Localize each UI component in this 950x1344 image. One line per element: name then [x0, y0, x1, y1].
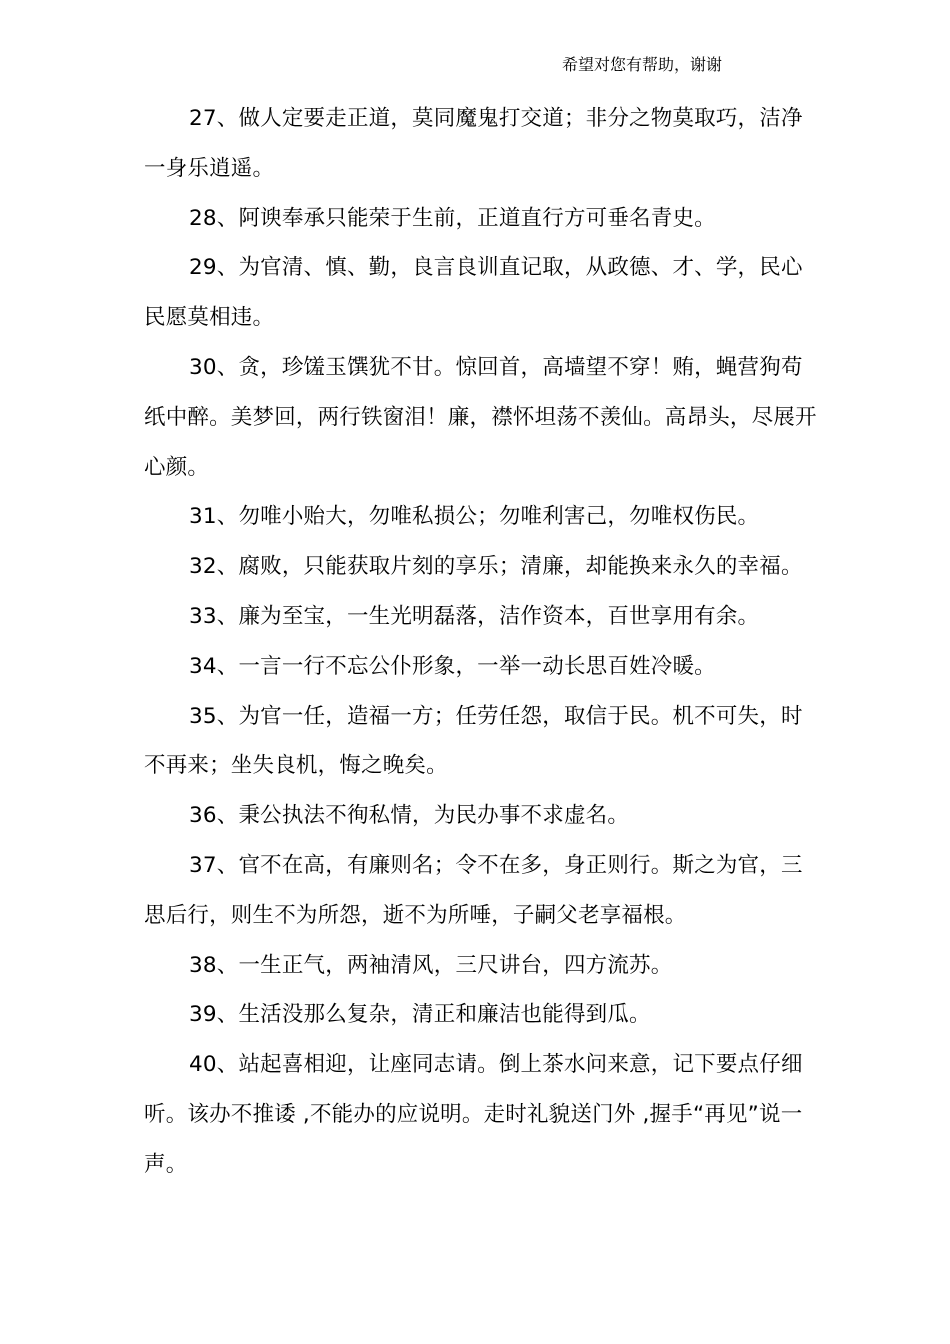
paragraph-29: 29、为官清、慎、勤，良言良训直记取，从政德、才、学，民心民愿莫相违。: [144, 255, 803, 331]
header-note: 希望对您有帮助，谢谢: [562, 55, 723, 74]
document-body: [144, 94, 820, 1190]
paragraph-27: 27、做人定要走正道，莫同魔鬼打交道；非分之物莫取巧，洁净一身乐逍遥。: [144, 106, 803, 181]
paragraph-33: 33、廉为至宝，一生光明磊落，洁作资本，百世享用有余。: [189, 603, 760, 629]
paragraph-35: 35、为官一任，造福一方；任劳任怨，取信于民。机不可失，时不再来；坐失良机，悔之晚矣。: [144, 703, 803, 779]
paragraph-38: 38、一生正气，两袖清风，三尺讲台，四方流苏。: [189, 952, 673, 978]
paragraph-40: 40、站起喜相迎，让座同志请。倒上茶水问来意，记下要点仔细听。该办不推诿 ,不能办的应说明。走时礼貌送门外 ,握手“再见”说一声。: [144, 1052, 803, 1177]
paragraph-34: 34、一言一行不忘公仆形象，一举一动长思百姓冷暖。: [189, 653, 716, 679]
paragraph-36: 36、秉公执法不徇私情，为民办事不求虚名。: [189, 803, 630, 829]
paragraph-31: 31、勿唯小贻大，勿唯私损公；勿唯利害己，勿唯权伤民。: [189, 504, 760, 530]
paragraph-39: 39、生活没那么复杂，清正和廉洁也能得到瓜。: [189, 1002, 651, 1028]
paragraph-30: 30、贪，珍馐玉馔犹不甘。惊回首，高墙望不穿！贿，蝇营狗苟纸中醉。美梦回，两行铁窗泪！廉，襟怀坦荡不羡仙。高昂头，尽展开心颜。: [144, 354, 817, 480]
paragraph-37: 37、官不在高，有廉则名；令不在多，身正则行。斯之为官，三思后行，则生不为所怨，逝不为所唾，子嗣父老享福根。: [144, 852, 803, 928]
paragraph-28: 28、阿谀奉承只能荣于生前，正道直行方可垂名青史。: [189, 205, 716, 231]
paragraph-32: 32、腐败，只能获取片刻的享乐；清廉，却能换来永久的幸福。: [189, 554, 803, 580]
